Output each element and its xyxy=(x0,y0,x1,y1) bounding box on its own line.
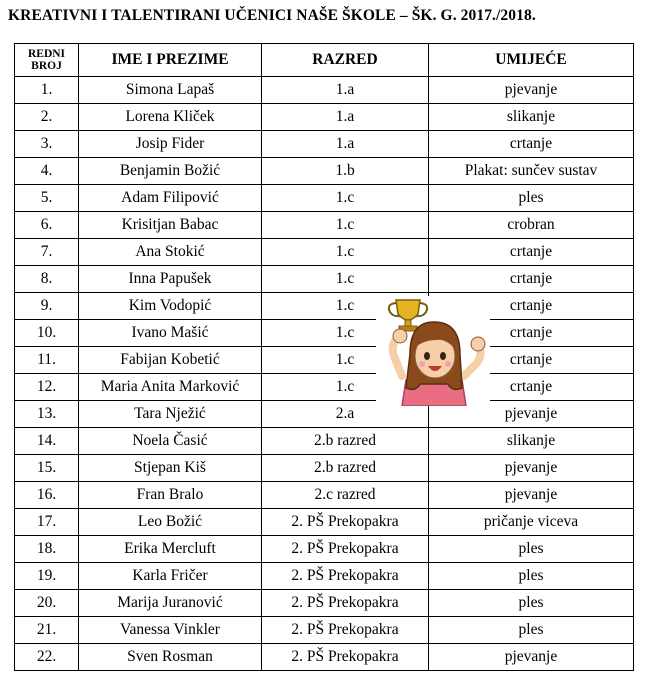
table-row xyxy=(15,131,634,158)
cell-redni-broj: 13. xyxy=(15,401,79,428)
cell-redni-broj: 12. xyxy=(15,374,79,401)
cell-razred: 1.b xyxy=(262,158,429,185)
cell-ime-prezime: Fabijan Kobetić xyxy=(79,347,262,374)
cell-razred: 2.b razred xyxy=(262,428,429,455)
cell-redni-broj: 7. xyxy=(15,239,79,266)
table-row xyxy=(15,77,634,104)
cell-ime-prezime: Kim Vodopić xyxy=(79,293,262,320)
students-table xyxy=(14,43,634,671)
cell-razred: 2. PŠ Prekopakra xyxy=(262,617,429,644)
table-row xyxy=(15,590,634,617)
cell-umijece: ples xyxy=(429,185,634,212)
cell-ime-prezime: Krisitjan Babac xyxy=(79,212,262,239)
cell-umijece: crtanje xyxy=(429,293,634,320)
page-title: KREATIVNI I TALENTIRANI UČENICI NAŠE ŠKOLE – ŠK. G. 2017./2018. xyxy=(8,7,536,24)
cell-umijece: pjevanje xyxy=(429,77,634,104)
cell-ime-prezime: Stjepan Kiš xyxy=(79,455,262,482)
cell-razred: 1.a xyxy=(262,77,429,104)
table-row xyxy=(15,428,634,455)
cell-ime-prezime: Maria Anita Marković xyxy=(79,374,262,401)
cell-umijece: ples xyxy=(429,617,634,644)
cell-razred: 1.c xyxy=(262,239,429,266)
table-row xyxy=(15,347,634,374)
cell-umijece: pričanje viceva xyxy=(429,509,634,536)
cell-umijece: crtanje xyxy=(429,320,634,347)
cell-redni-broj: 8. xyxy=(15,266,79,293)
cell-razred: 1.a xyxy=(262,131,429,158)
cell-razred: 1.c xyxy=(262,374,429,401)
cell-umijece: crtanje xyxy=(429,239,634,266)
cell-razred: 1.c xyxy=(262,347,429,374)
cell-redni-broj: 19. xyxy=(15,563,79,590)
cell-umijece: crtanje xyxy=(429,374,634,401)
cell-ime-prezime: Vanessa Vinkler xyxy=(79,617,262,644)
cell-redni-broj: 17. xyxy=(15,509,79,536)
header-redni-broj xyxy=(15,44,79,77)
cell-razred: 2.a xyxy=(262,401,429,428)
cell-razred: 2. PŠ Prekopakra xyxy=(262,509,429,536)
cell-ime-prezime: Sven Rosman xyxy=(79,644,262,671)
cell-umijece: slikanje xyxy=(429,104,634,131)
cell-redni-broj: 10. xyxy=(15,320,79,347)
table-header-row xyxy=(15,44,634,77)
cell-redni-broj: 6. xyxy=(15,212,79,239)
cell-umijece: ples xyxy=(429,536,634,563)
cell-razred: 2. PŠ Prekopakra xyxy=(262,536,429,563)
cell-razred: 1.c xyxy=(262,293,429,320)
cell-umijece: pjevanje xyxy=(429,482,634,509)
cell-redni-broj: 21. xyxy=(15,617,79,644)
cell-redni-broj: 1. xyxy=(15,77,79,104)
cell-ime-prezime: Ana Stokić xyxy=(79,239,262,266)
cell-razred: 2.c razred xyxy=(262,482,429,509)
table-row xyxy=(15,482,634,509)
cell-ime-prezime: Benjamin Božić xyxy=(79,158,262,185)
cell-redni-broj: 2. xyxy=(15,104,79,131)
header-redni-line2: BROJ xyxy=(31,60,62,72)
cell-redni-broj: 15. xyxy=(15,455,79,482)
table-row xyxy=(15,212,634,239)
cell-umijece: pjevanje xyxy=(429,455,634,482)
girl-with-trophy-icon xyxy=(376,296,490,406)
cell-ime-prezime: Fran Bralo xyxy=(79,482,262,509)
cell-razred: 1.c xyxy=(262,212,429,239)
cell-umijece: ples xyxy=(429,590,634,617)
cell-razred: 1.c xyxy=(262,266,429,293)
cell-razred: 2. PŠ Prekopakra xyxy=(262,644,429,671)
cell-umijece: Plakat: sunčev sustav xyxy=(429,158,634,185)
cell-redni-broj: 16. xyxy=(15,482,79,509)
cell-redni-broj: 20. xyxy=(15,590,79,617)
table-row xyxy=(15,293,634,320)
table-body xyxy=(15,77,634,671)
cell-redni-broj: 14. xyxy=(15,428,79,455)
cell-razred: 1.a xyxy=(262,104,429,131)
cell-redni-broj: 11. xyxy=(15,347,79,374)
cell-redni-broj: 5. xyxy=(15,185,79,212)
cell-ime-prezime: Josip Fider xyxy=(79,131,262,158)
cell-umijece: slikanje xyxy=(429,428,634,455)
table-row xyxy=(15,374,634,401)
cell-ime-prezime: Inna Papušek xyxy=(79,266,262,293)
cell-razred: 1.c xyxy=(262,320,429,347)
cell-umijece: crobran xyxy=(429,212,634,239)
cell-redni-broj: 9. xyxy=(15,293,79,320)
cell-razred: 1.c xyxy=(262,185,429,212)
cell-ime-prezime: Leo Božić xyxy=(79,509,262,536)
cell-umijece: pjevanje xyxy=(429,401,634,428)
header-redni-line1: REDNI xyxy=(27,48,66,60)
table-row xyxy=(15,185,634,212)
cell-umijece: crtanje xyxy=(429,131,634,158)
cell-umijece: pjevanje xyxy=(429,644,634,671)
cell-ime-prezime: Tara Nježić xyxy=(79,401,262,428)
table-row xyxy=(15,158,634,185)
table-row xyxy=(15,536,634,563)
cell-redni-broj: 22. xyxy=(15,644,79,671)
cell-ime-prezime: Ivano Mašić xyxy=(79,320,262,347)
table-row xyxy=(15,266,634,293)
cell-ime-prezime: Simona Lapaš xyxy=(79,77,262,104)
cell-ime-prezime: Adam Filipović xyxy=(79,185,262,212)
cell-umijece: crtanje xyxy=(429,347,634,374)
cell-ime-prezime: Marija Juranović xyxy=(79,590,262,617)
cell-redni-broj: 18. xyxy=(15,536,79,563)
table-row xyxy=(15,509,634,536)
cell-umijece: ples xyxy=(429,563,634,590)
header-umijece: UMIJEĆE xyxy=(429,44,634,77)
header-ime-prezime: IME I PREZIME xyxy=(79,44,262,77)
cell-razred: 2. PŠ Prekopakra xyxy=(262,590,429,617)
cell-umijece: crtanje xyxy=(429,266,634,293)
table-row xyxy=(15,617,634,644)
table-row xyxy=(15,104,634,131)
cell-redni-broj: 4. xyxy=(15,158,79,185)
table-row xyxy=(15,401,634,428)
cell-razred: 2. PŠ Prekopakra xyxy=(262,563,429,590)
table-row xyxy=(15,320,634,347)
cell-ime-prezime: Erika Mercluft xyxy=(79,536,262,563)
cell-ime-prezime: Karla Fričer xyxy=(79,563,262,590)
cell-redni-broj: 3. xyxy=(15,131,79,158)
table-row xyxy=(15,455,634,482)
table-row xyxy=(15,563,634,590)
header-razred: RAZRED xyxy=(262,44,429,77)
table-row xyxy=(15,239,634,266)
cell-ime-prezime: Noela Časić xyxy=(79,428,262,455)
table-row xyxy=(15,644,634,671)
cell-razred: 2.b razred xyxy=(262,455,429,482)
cell-ime-prezime: Lorena Kliček xyxy=(79,104,262,131)
